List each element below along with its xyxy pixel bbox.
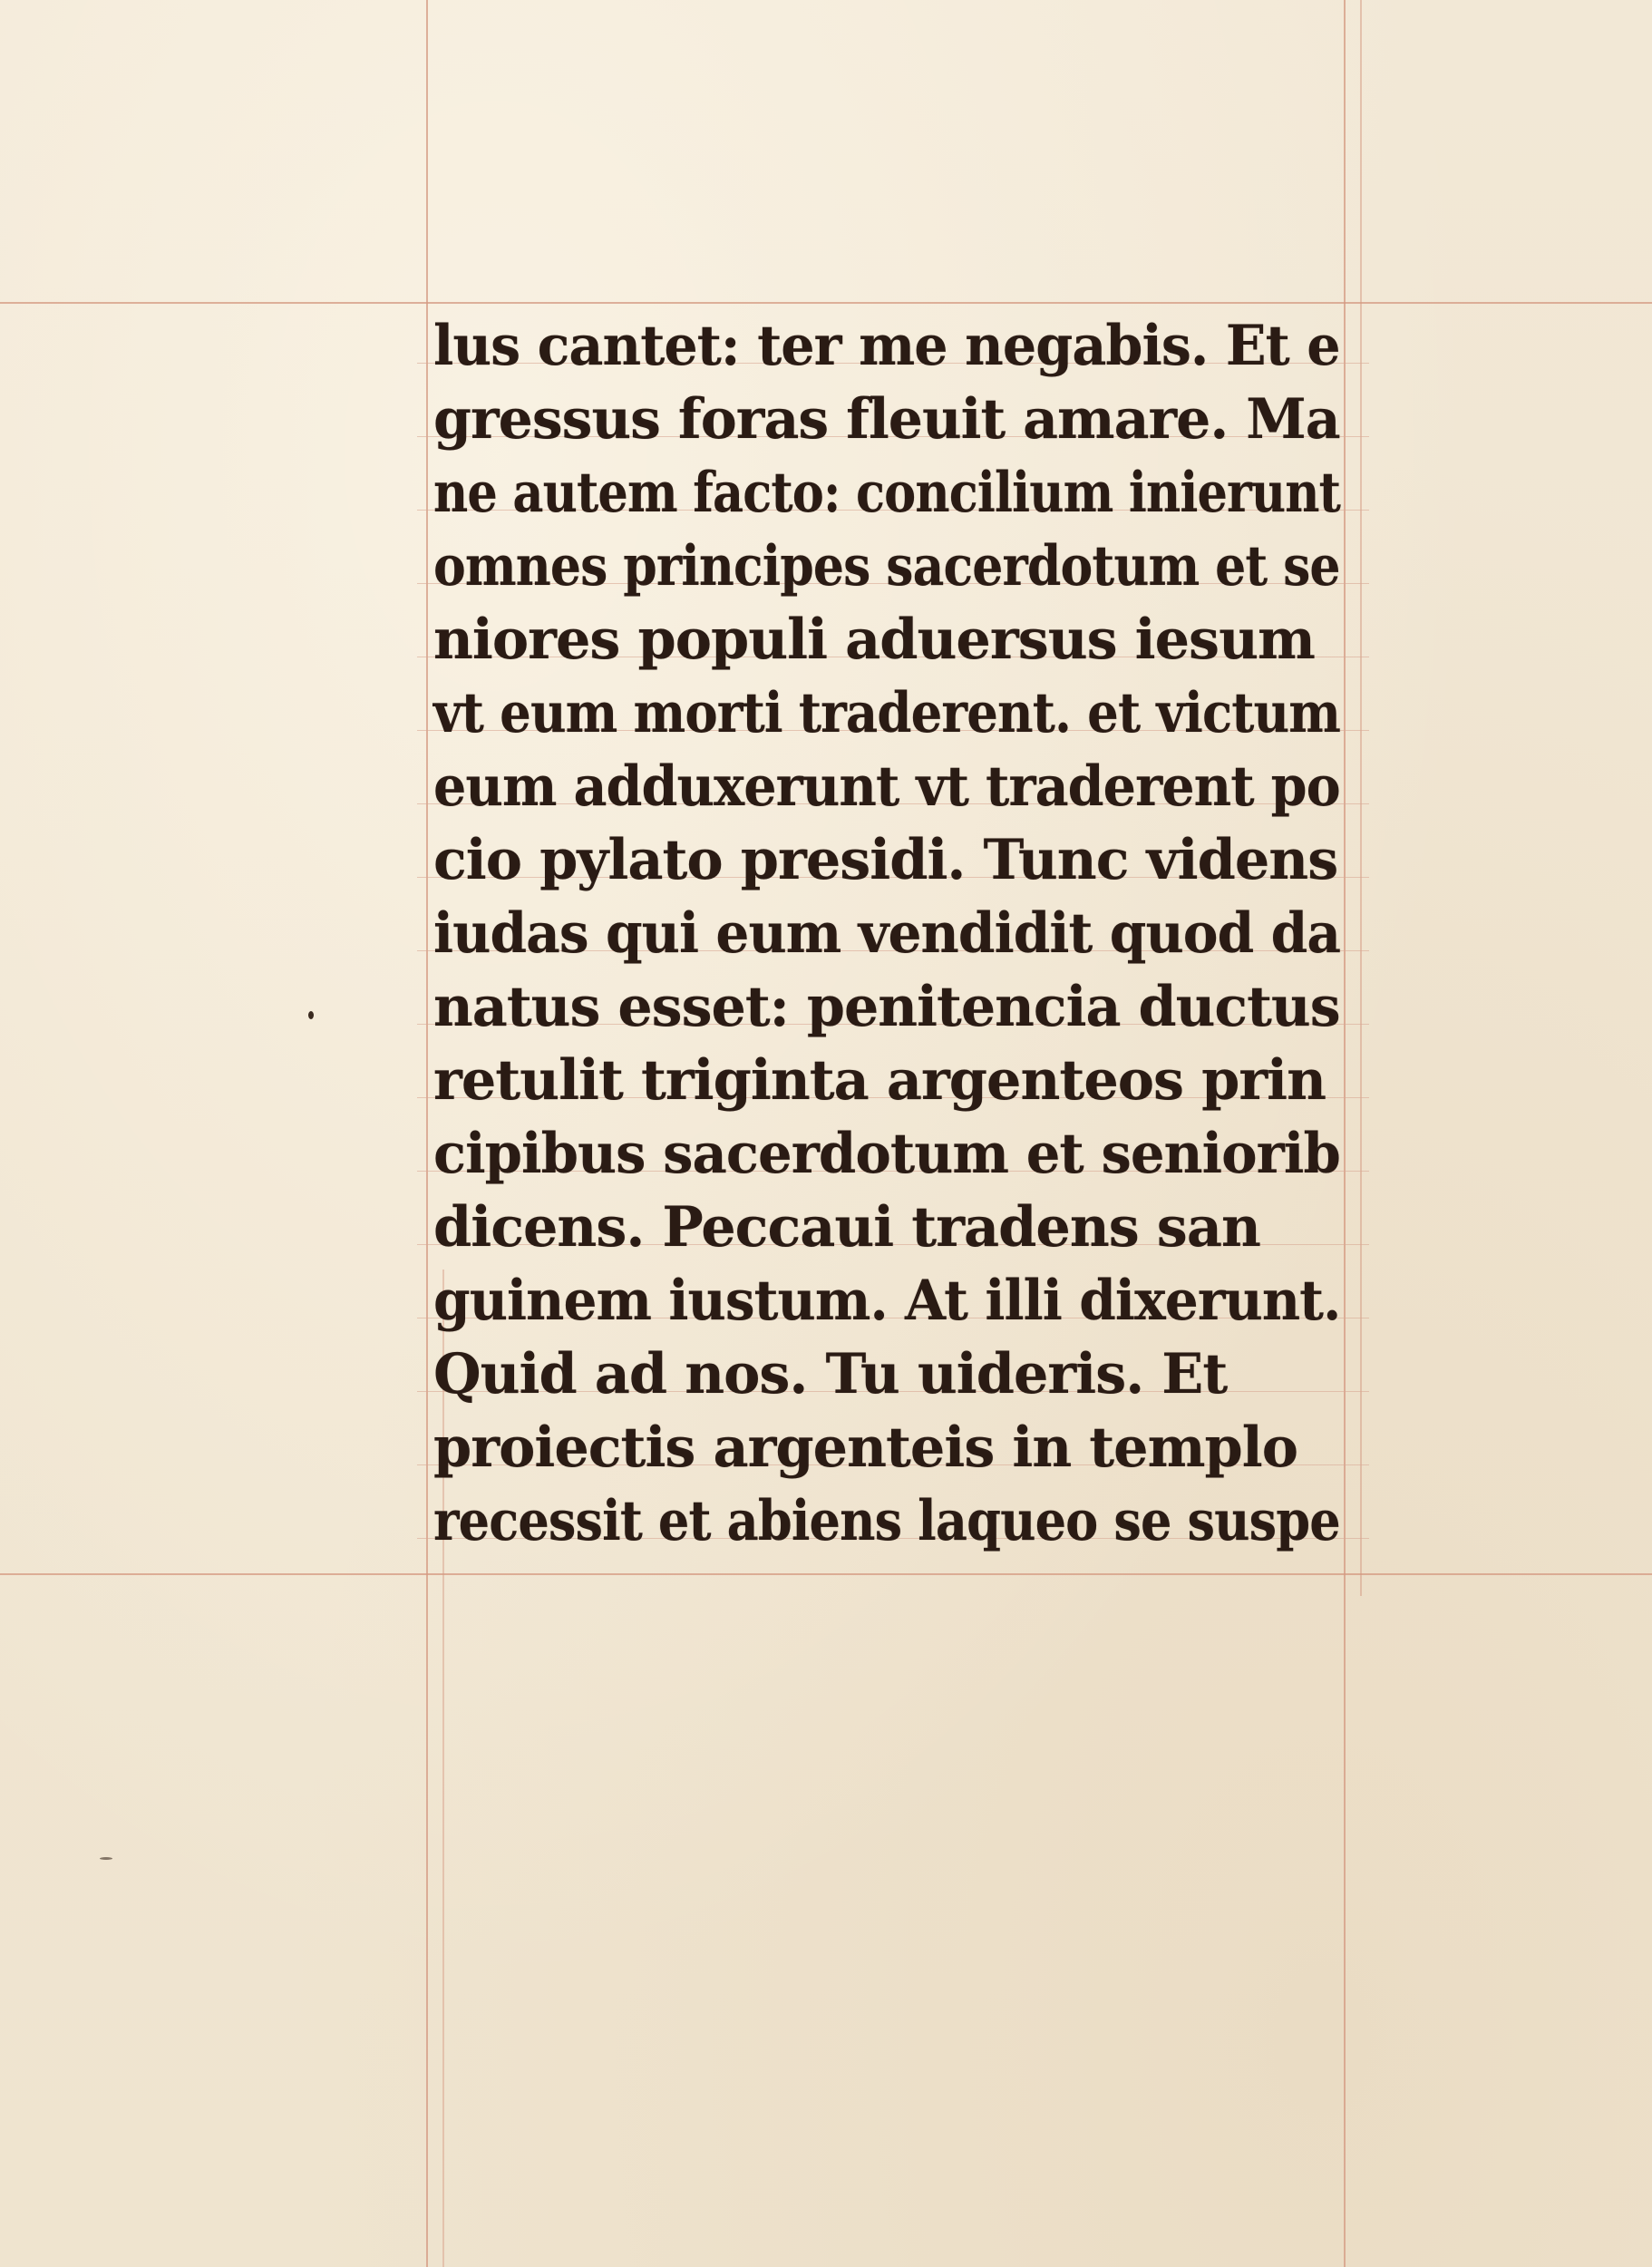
margin-rule-bottom: [0, 1573, 1652, 1575]
ink-speck: [100, 1857, 112, 1860]
text-line-9: iudas qui eum vendidit quod da: [433, 901, 1341, 966]
ink-speck: [308, 1011, 314, 1019]
text-line-7: eum adduxerunt vt traderent po: [433, 754, 1340, 819]
text-line-15: Quid ad nos. Tu uideris. Et: [433, 1342, 1228, 1406]
text-line-12: cipibus sacerdotum et seniorib: [433, 1122, 1340, 1186]
text-line-5: niores populi aduersus iesum: [433, 608, 1315, 672]
text-block: [433, 308, 1354, 1569]
margin-rule-left: [426, 0, 428, 2267]
text-line-6: vt eum morti traderent. et victum: [433, 681, 1341, 745]
text-line-13: dicens. Peccaui tradens san: [433, 1195, 1260, 1260]
text-line-10: natus esset: penitencia ductus: [433, 975, 1340, 1039]
text-line-11: retulit triginta argenteos prin: [433, 1048, 1326, 1113]
text-line-3: ne autem facto: concilium inierunt: [433, 461, 1341, 525]
text-line-2: gressus foras fleuit amare. Ma: [433, 387, 1340, 452]
margin-rule-top: [0, 302, 1652, 304]
text-line-4: omnes principes sacerdotum et se: [433, 534, 1340, 598]
text-line-1: lus cantet: ter me negabis. Et e: [433, 314, 1340, 378]
text-line-14: guinem iustum. At illi dixerunt.: [433, 1269, 1341, 1333]
margin-rule-right-outer: [1360, 0, 1362, 1596]
text-line-8: cio pylato presidi. Tunc videns: [433, 828, 1338, 892]
text-line-17: recessit et abiens laqueo se suspe: [433, 1489, 1340, 1553]
text-line-16: proiectis argenteis in templo: [433, 1416, 1298, 1480]
